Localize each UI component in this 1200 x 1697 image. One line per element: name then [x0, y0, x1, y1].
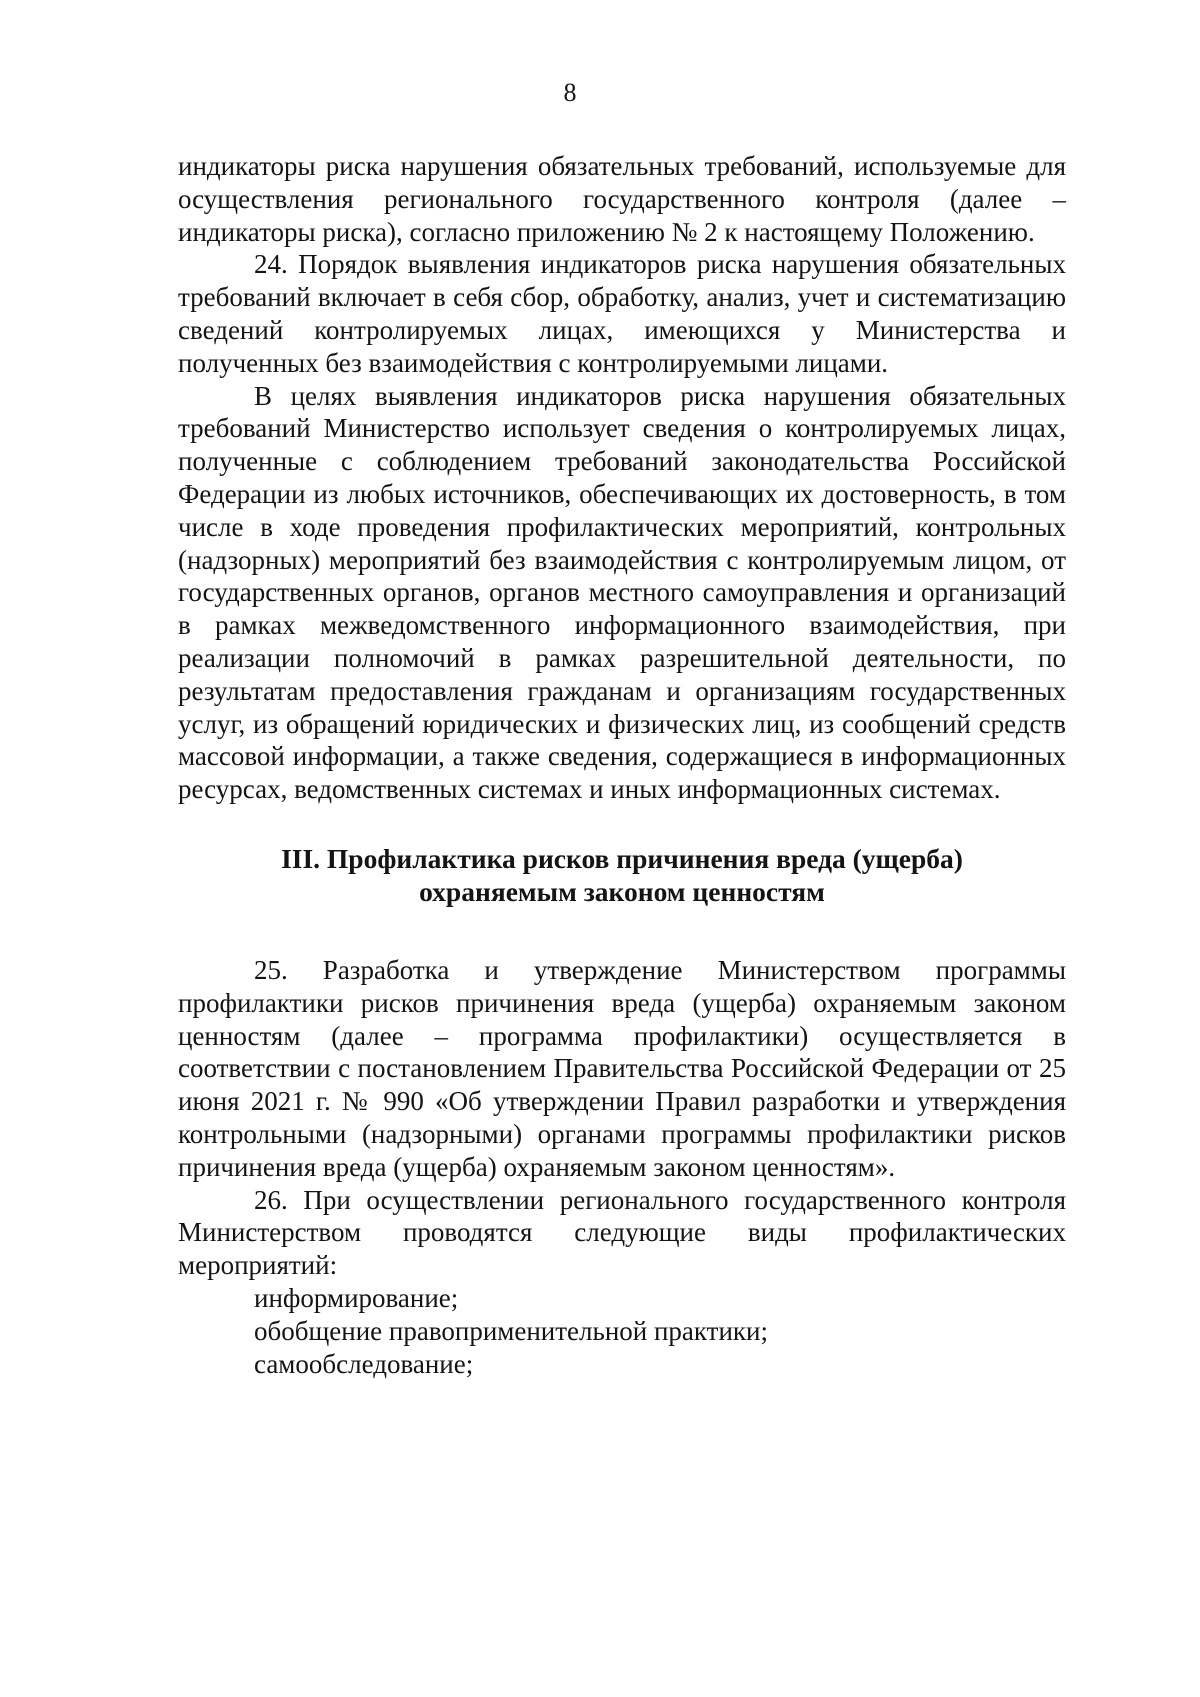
paragraph-26: 26. При осуществлении регионального государственного контроля Министерством проводятся следующие виды профилактических мероприятий: — [178, 1184, 1066, 1281]
list-item-informing: информирование; — [254, 1282, 459, 1313]
page-number: 8 — [563, 78, 577, 107]
paragraph-25: 25. Разработка и утверждение Министерством программы профилактики рисков причинения вреда (ущерба) охраняемым законом ценностям (далее – программа профилактики) осуществляется в соответствии с постановлением Правительства Российской Федерации от 25 июня 2021 г. № 990 «Об утверждении Правил разработки и утверждения контрольными (надзорными) органами программы профилактики рисков причинения вреда (ущерба) охраняемым законом ценностям». — [178, 954, 1066, 1182]
section-heading-line-1: III. Профилактика рисков причинения вреда (ущерба) — [281, 842, 963, 874]
list-item-practice-generalization: обобщение правоприменительной практики; — [254, 1315, 768, 1346]
section-heading-line-2: охраняемым законом ценностям — [419, 875, 825, 907]
list-item-self-examination: самообследование; — [254, 1348, 474, 1379]
paragraph-24-purpose: В целях выявления индикаторов риска нарушения обязательных требований Министерство использует сведения о контролируемых лицах, полученные с соблюдением требований законодательства Российской Федерации из любых источников, обеспечивающих их достоверность, в том числе в ходе проведения профилактических мероприятий, контрольных (надзорных) мероприятий без взаимодействия с контролируемым лицом, от государственных органов, органов местного самоуправления и организаций в рамках межведомственного информационного взаимодействия, при реализации полномочий в рамках разрешительной деятельности, по результатам предоставления гражданам и организациям государственных услуг, из обращений юридических и физических лиц, из сообщений средств массовой информации, а также сведения, содержащиеся в информационных ресурсах, ведомственных системах и иных информационных системах. — [178, 380, 1066, 805]
section-heading — [178, 842, 1066, 908]
paragraph-24: 24. Порядок выявления индикаторов риска нарушения обязательных требований включает в себя сбор, обработку, анализ, учет и систематизацию сведений контролируемых лицах, имеющихся у Министерства и полученных без взаимодействия с контролируемыми лицами. — [178, 249, 1066, 378]
paragraph-continuation: индикаторы риска нарушения обязательных требований, используемые для осуществления регионального государственного контроля (далее – индикаторы риска), согласно приложению № 2 к настоящему Положению. — [178, 151, 1066, 247]
document-body — [178, 150, 1066, 1380]
